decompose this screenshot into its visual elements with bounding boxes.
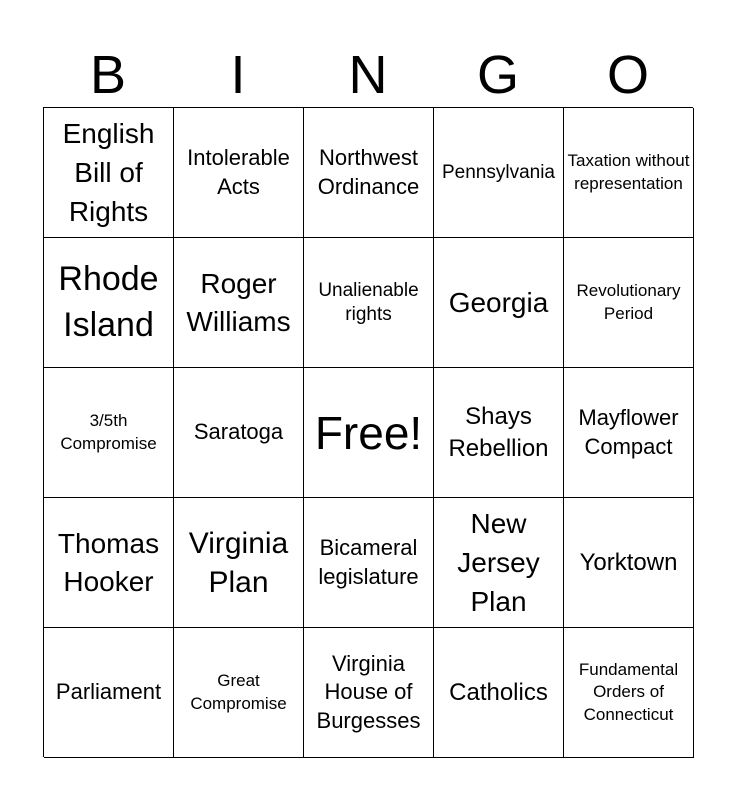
cell-text: Thomas Hooker — [57, 527, 160, 597]
bingo-cell-r5c2[interactable] — [174, 628, 304, 758]
bingo-cell-r2c1[interactable] — [44, 238, 174, 368]
bingo-cell-r3c5[interactable] — [564, 368, 694, 498]
cell-text: English Bill of Rights — [62, 117, 155, 228]
bingo-cell-r1c4[interactable] — [434, 108, 564, 238]
bingo-cell-r3c2[interactable] — [174, 368, 304, 498]
cell-text: Northwest Ordinance — [317, 144, 420, 199]
bingo-cell-r4c1[interactable] — [44, 498, 174, 628]
bingo-header — [43, 46, 693, 104]
bingo-cell-r2c5[interactable] — [564, 238, 694, 368]
bingo-cell-r1c5[interactable] — [564, 108, 694, 238]
cell-text: Pennsylvania — [441, 161, 556, 183]
cell-text: Parliament — [55, 679, 162, 705]
header-letter-b: B — [89, 45, 127, 105]
cell-text: 3/5th Compromise — [60, 411, 157, 453]
cell-text: Intolerable Acts — [187, 144, 290, 199]
cell-text: New Jersey Plan — [457, 507, 540, 618]
header-letter-n: N — [348, 45, 388, 105]
bingo-cell-r5c1[interactable] — [44, 628, 174, 758]
bingo-cell-r2c4[interactable] — [434, 238, 564, 368]
bingo-cell-r3c4[interactable] — [434, 368, 564, 498]
bingo-cell-r2c3[interactable] — [304, 238, 434, 368]
cell-text: Bicameral legislature — [318, 534, 419, 589]
bingo-cell-r4c3[interactable] — [304, 498, 434, 628]
bingo-cell-r1c3[interactable] — [304, 108, 434, 238]
bingo-cell-r3c1[interactable] — [44, 368, 174, 498]
bingo-cell-r4c5[interactable] — [564, 498, 694, 628]
cell-text: Taxation without representation — [567, 151, 690, 193]
cell-text: Mayflower Compact — [578, 404, 679, 459]
cell-text: Great Compromise — [190, 671, 287, 713]
bingo-card-grid — [43, 107, 693, 757]
bingo-cell-r5c3[interactable] — [304, 628, 434, 758]
header-letter-i: I — [230, 45, 246, 105]
cell-text: Georgia — [448, 286, 549, 318]
free-space-text: Free! — [314, 406, 423, 459]
bingo-cell-r2c2[interactable] — [174, 238, 304, 368]
cell-text: Revolutionary Period — [576, 281, 681, 323]
bingo-cell-r4c2[interactable] — [174, 498, 304, 628]
cell-text: Catholics — [449, 678, 548, 706]
cell-text: Saratoga — [193, 419, 284, 445]
cell-text: Fundamental Orders of Connecticut — [578, 660, 679, 724]
header-letter-o: O — [606, 45, 649, 105]
cell-text: Unalienable rights — [318, 279, 419, 325]
cell-text: Virginia House of Burgesses — [316, 650, 421, 733]
bingo-cell-r1c2[interactable] — [174, 108, 304, 238]
bingo-cell-r3c3-free[interactable] — [304, 368, 434, 498]
bingo-cell-r5c4[interactable] — [434, 628, 564, 758]
cell-text: Roger Williams — [186, 267, 291, 337]
cell-text: Yorktown — [579, 548, 678, 576]
header-letter-g: G — [476, 45, 519, 105]
bingo-cell-r1c1[interactable] — [44, 108, 174, 238]
cell-text: Rhode Island — [58, 259, 159, 344]
cell-text: Shays Rebellion — [448, 403, 549, 462]
bingo-cell-r5c5[interactable] — [564, 628, 694, 758]
cell-text: Virginia Plan — [188, 526, 289, 599]
bingo-cell-r4c4[interactable] — [434, 498, 564, 628]
